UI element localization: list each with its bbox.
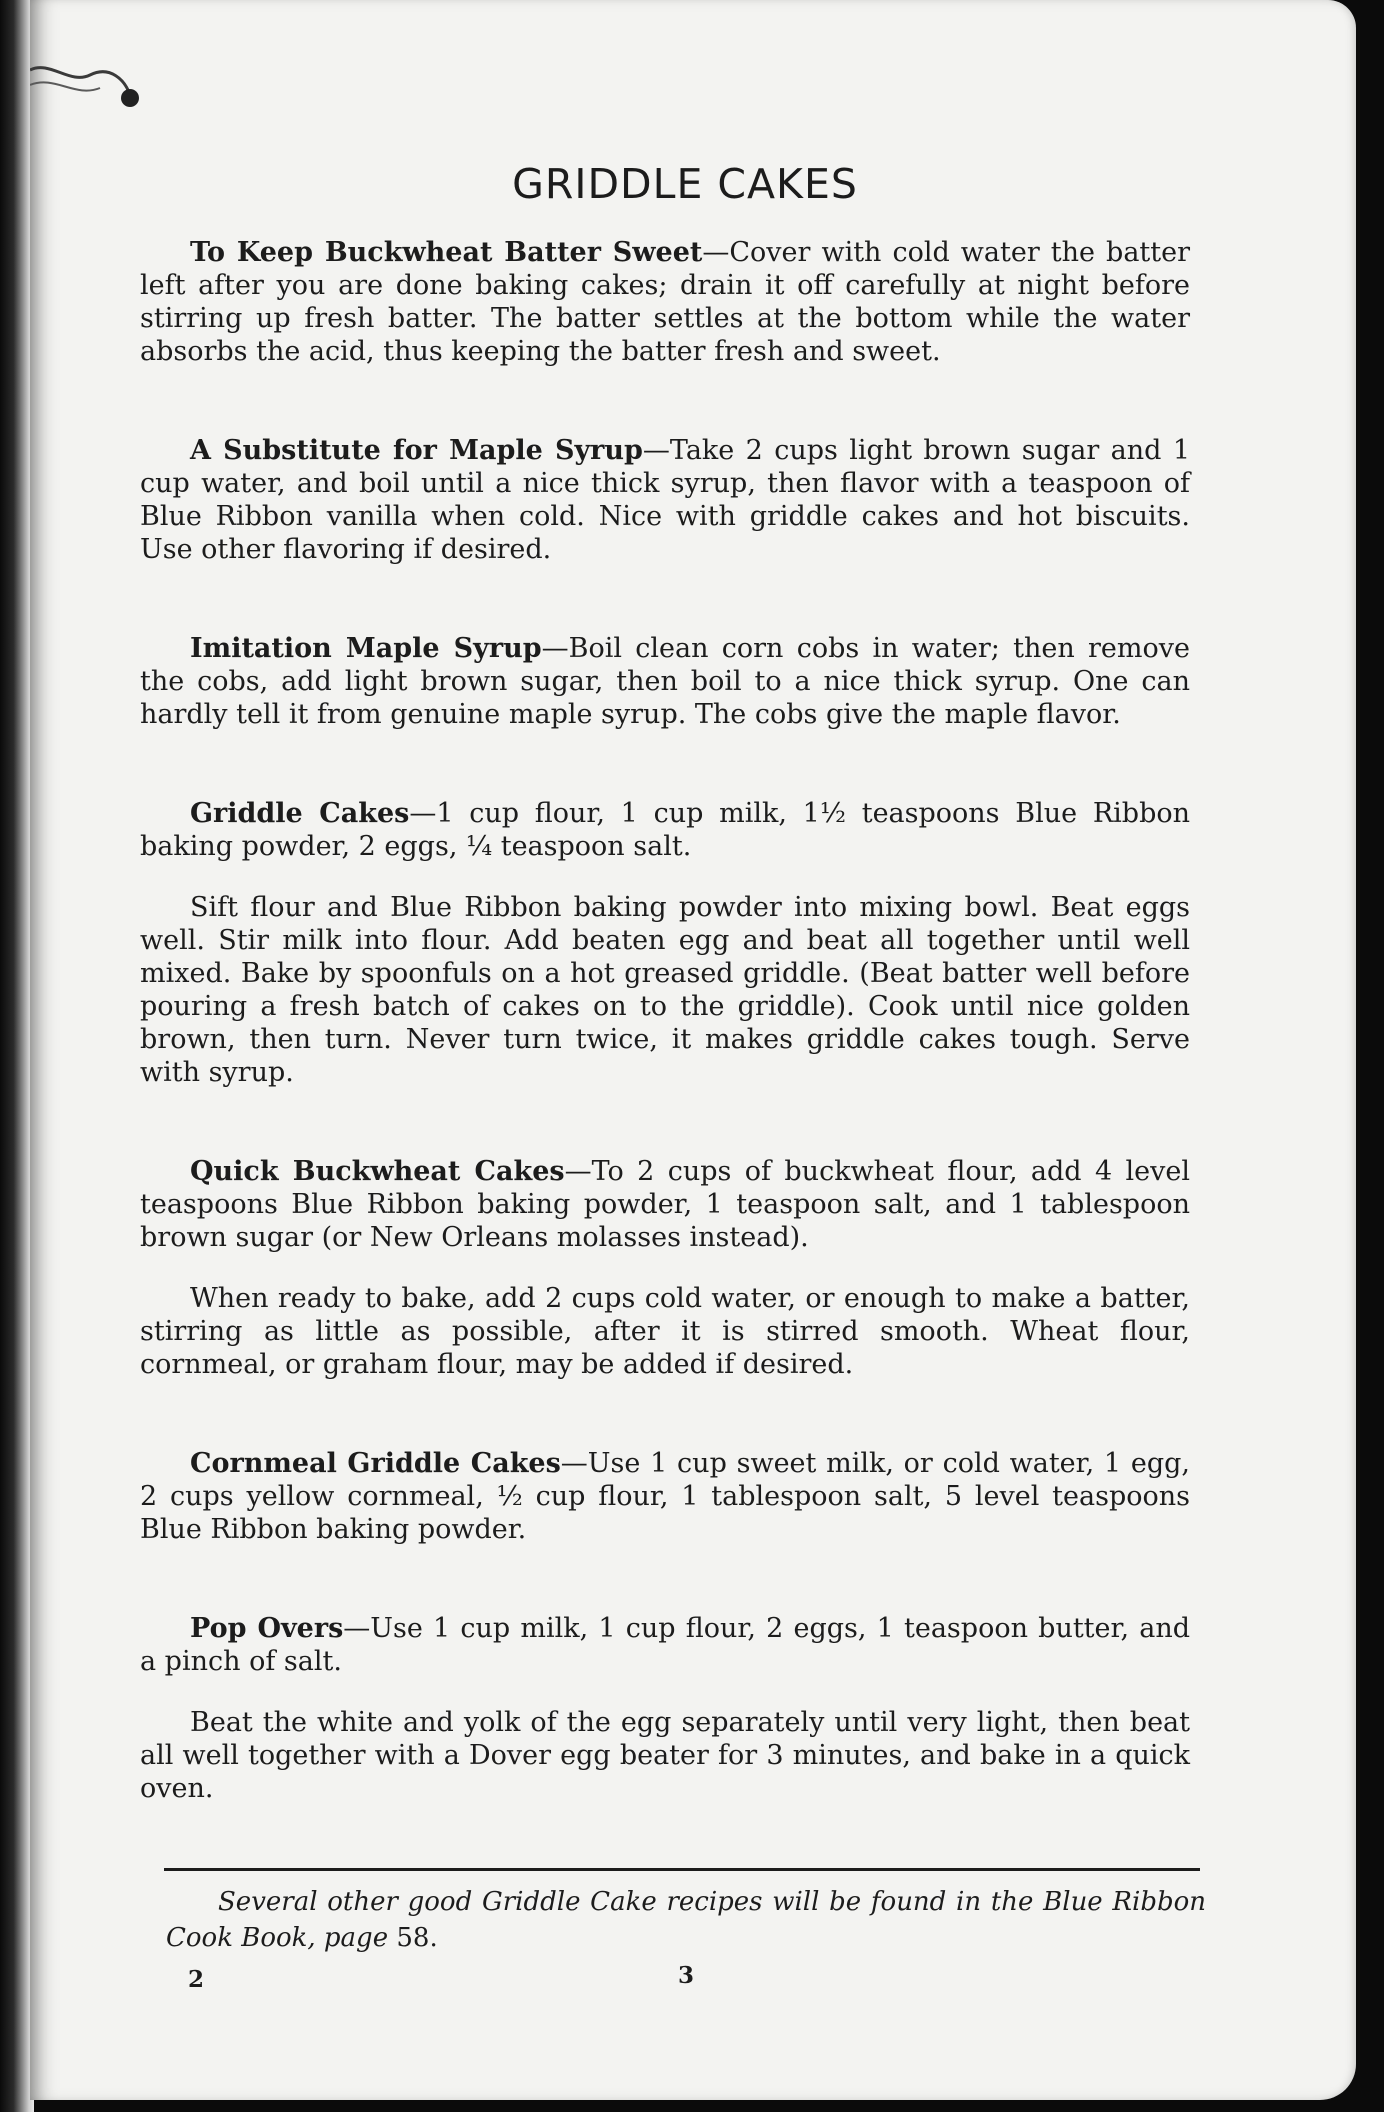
recipe-text: —Boil clean corn cobs in water; then remove the cobs, add light brown sugar, then boil to a nice thick syrup. One can hardly tell it from genuine maple syrup. The cobs give the maple flavor. [140,633,1190,730]
recipe-intro [140,1155,1190,1254]
recipe-block [140,632,1190,731]
recipe-intro [140,632,1190,731]
recipe-list [140,236,1190,1805]
recipe-block [140,1155,1190,1381]
recipe-intro [140,1612,1190,1678]
recipe-heading: Cornmeal Griddle Cakes [190,1448,561,1479]
recipe-text: When ready to bake, add 2 cups cold water, or enough to make a batter, stirring as little as possible, after it is stirred smooth. Wheat flour, cornmeal, or graham flour, may be added if desired. [140,1283,1190,1380]
recipe-block [140,434,1190,566]
recipe-block [140,1447,1190,1546]
recipe-instructions [140,1706,1190,1805]
recipe-text: Sift flour and Blue Ribbon baking powder into mixing bowl. Beat eggs well. Stir milk into flour. Add beaten egg and beat all together until well mixed. Bake by spoonfuls on a hot greased griddle. (Beat batter well before pouring a fresh batch of cakes on to the griddle). Cook until nice golden brown, then turn. Never turn twice, it makes griddle cakes tough. Serve with syrup. [140,892,1190,1088]
recipe-heading: Imitation Maple Syrup [190,633,542,664]
recipe-block [140,797,1190,1089]
recipe-block [140,236,1190,368]
recipe-instructions [140,891,1190,1089]
folio-left: 2 [188,1966,205,1993]
recipe-intro [140,236,1190,368]
recipe-intro [140,797,1190,863]
page-title: GRIDDLE CAKES [512,160,858,208]
recipe-text: —Use 1 cup milk, 1 cup flour, 2 eggs, 1 teaspoon butter, and a pinch of salt. [140,1613,1190,1677]
recipe-heading: Quick Buckwheat Cakes [190,1156,565,1187]
footnote-divider [164,1868,1200,1871]
recipe-intro [140,434,1190,566]
page-content [140,160,1190,1871]
recipe-heading: Pop Overs [190,1613,344,1644]
recipe-text: —Take 2 cups light brown sugar and 1 cup water, and boil until a nice thick syrup, then flavor with a teaspoon of Blue Ribbon vanilla when cold. Nice with griddle cakes and hot biscuits. Use other flavoring if desired. [140,435,1191,565]
footnote-page-ref: 58. [388,1923,438,1953]
recipe-block [140,1612,1190,1805]
recipe-intro [140,1447,1190,1546]
recipe-text: —To 2 cups of buckwheat flour, add 4 level teaspoons Blue Ribbon baking powder, 1 teaspoon salt, and 1 tablespoon brown sugar (or New Orleans molasses instead). [140,1156,1190,1253]
recipe-instructions [140,1282,1190,1381]
binding-string-icon [30,40,150,130]
recipe-heading: To Keep Buckwheat Batter Sweet [190,237,703,268]
recipe-heading: Griddle Cakes [190,798,410,829]
recipe-text: Beat the white and yolk of the egg separately until very light, then beat all well together with a Dover egg beater for 3 minutes, and bake in a quick oven. [140,1707,1190,1804]
recipe-heading: A Substitute for Maple Syrup [190,435,643,466]
footnote-text: Several other good Griddle Cake recipes will be found in the Blue Ribbon Cook Book, page [166,1887,1206,1953]
recipe-text: —Use 1 cup sweet milk, or cold water, 1 egg, 2 cups yellow cornmeal, ½ cup flour, 1 tablespoon salt, 5 level teaspoons Blue Ribbon baking powder. [140,1448,1190,1545]
footnote [166,1884,1206,1956]
previous-page-edge [0,0,34,2112]
page-number: 3 [678,1962,695,1989]
recipe-text: —Cover with cold water the batter left after you are done baking cakes; drain it off carefully at night before stirring up fresh batter. The batter settles at the bottom while the water absorbs the acid, thus keeping the batter fresh and sweet. [140,237,1191,367]
recipe-text: —1 cup flour, 1 cup milk, 1½ teaspoons Blue Ribbon baking powder, 2 eggs, ¼ teaspoon salt. [140,798,1191,862]
